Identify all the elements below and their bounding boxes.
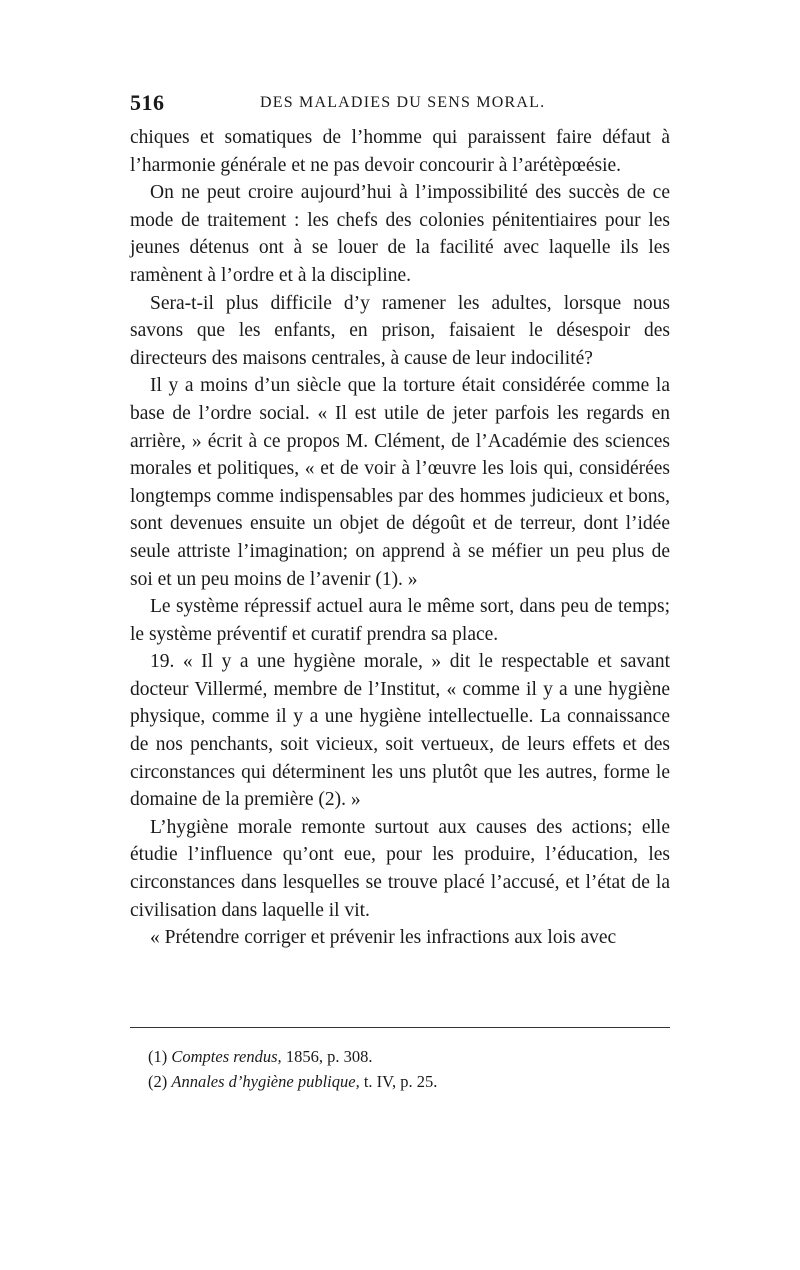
- body-text: [130, 124, 670, 952]
- paragraph: « Prétendre corriger et prévenir les infractions aux lois avec: [150, 927, 617, 949]
- footnote-mark: (1): [148, 1047, 168, 1066]
- paragraph: On ne peut croire aujourd’hui à l’impossibilité des succès de ce mode de traitement : les chefs des colonies pénitentiaires pour les jeunes détenus ont à se louer de la facilité avec laquelle ils les ramènent à l’ordre et à la discipline.: [130, 182, 670, 286]
- footnote-source: Comptes rendus,: [171, 1047, 282, 1066]
- paragraph: Il y a moins d’un siècle que la torture était considérée comme la base de l’ordre social. « Il est utile de jeter parfois les regards en arrière, » écrit à ce propos M. Clément, de l’Académie des sciences morales et politiques, « et de voir à l’œuvre les lois qui, considérées longtemps comme indispensables par des hommes judicieux et bons, sont devenues ensuite un objet de dégoût et de terreur, dont l’idée seule attriste l’imagination; on apprend à se méfier un peu plus de soi et un peu moins de l’avenir (1). »: [130, 375, 670, 590]
- paragraph: L’hygiène morale remonte surtout aux causes des actions; elle étudie l’influence qu’ont eue, pour les produire, l’éducation, les circonstances dans lesquelles se trouve placé l’accusé, et l’état de la civilisation dans laquelle il vit.: [130, 816, 670, 921]
- footnote-mark: (2): [148, 1072, 168, 1091]
- footnote-source: Annales d’hygiène publique,: [171, 1072, 360, 1091]
- footnotes: [148, 1044, 668, 1094]
- footnote: [148, 1069, 668, 1094]
- page-header: [130, 90, 670, 120]
- footnote-detail: t. IV, p. 25.: [363, 1072, 438, 1091]
- page-number: 516: [130, 90, 165, 115]
- footnote: [148, 1044, 668, 1069]
- running-title: DES MALADIES DU SENS MORAL.: [260, 94, 546, 111]
- paragraph: 19. « Il y a une hygiène morale, » dit le respectable et savant docteur Villermé, membre de l’Institut, « comme il y a une hygiène physique, comme il y a une hygiène intellectuelle. La connaissance de nos penchants, soit vicieux, soit vertueux, de leurs effets et des circonstances qui déterminent les uns plutôt que les autres, forme le domaine de la première (2). »: [130, 651, 670, 811]
- footnote-detail: 1856, p. 308.: [285, 1047, 373, 1066]
- paragraph: chiques et somatiques de l’homme qui paraissent faire défaut à l’harmonie générale et ne pas devoir concourir à l’arétèpœésie.: [130, 127, 670, 176]
- footnote-separator: [130, 1027, 670, 1028]
- paragraph: Sera-t-il plus difficile d’y ramener les adultes, lorsque nous savons que les enfants, en prison, faisaient le désespoir des directeurs des maisons centrales, à cause de leur indocilité?: [130, 292, 670, 369]
- paragraph: Le système répressif actuel aura le même sort, dans peu de temps; le système préventif et curatif prendra sa place.: [130, 596, 670, 645]
